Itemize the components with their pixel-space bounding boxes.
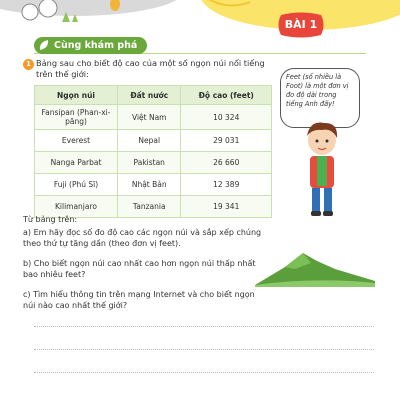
- mountain-name: Fuji (Phú Sĩ): [35, 174, 118, 196]
- country: Pakistan: [118, 152, 181, 174]
- exercise-number: 1: [23, 59, 34, 70]
- question-a: a) Em hãy đọc số đo độ cao các ngọn núi và sắp xếp chúng theo thứ tự tăng dần (theo đơn vị feet).: [23, 228, 262, 248]
- answer-lines: [34, 326, 374, 395]
- question-b: b) Cho biết ngọn núi cao nhất cao hơn ngọn núi thấp nhất bao nhiêu feet?: [23, 259, 256, 279]
- height: 29 031: [181, 130, 272, 152]
- mountain-name: Nanga Parbat: [35, 152, 118, 174]
- table-row: [35, 152, 272, 174]
- from-table-label: Từ bảng trên:: [23, 215, 78, 224]
- table-header: Đất nước: [118, 86, 181, 105]
- boy-illustration: [292, 118, 352, 218]
- country: Nepal: [118, 130, 181, 152]
- lesson-badge-label: BÀI 1: [284, 18, 318, 31]
- mountain-name: Fansipan (Phan-xi-păng): [35, 105, 118, 130]
- exercise-intro: Bảng sau cho biết độ cao của một số ngọn núi nổi tiếng trên thế giới:: [36, 58, 265, 79]
- height: 19 341: [181, 196, 272, 218]
- table-row: [35, 174, 272, 196]
- mountain-name: Kilimanjaro: [35, 196, 118, 218]
- table-header: Độ cao (feet): [181, 86, 272, 105]
- country: Việt Nam: [118, 105, 181, 130]
- question-c: c) Tìm hiểu thông tin trên mạng Internet và cho biết ngọn núi nào cao nhất thế giới?: [23, 290, 255, 310]
- leaf-icon: [38, 39, 50, 52]
- height: 26 660: [181, 152, 272, 174]
- mountain-name: Everest: [35, 130, 118, 152]
- table-row: [35, 130, 272, 152]
- table-header: Ngọn núi: [35, 86, 118, 105]
- header-illustration: [0, 0, 400, 35]
- table-row: [35, 105, 272, 130]
- height: 10 324: [181, 105, 272, 130]
- mountain-table: [34, 85, 272, 218]
- section-title: Cùng khám phá: [34, 37, 147, 54]
- mountain-illustration: [255, 247, 375, 287]
- height: 12 389: [181, 174, 272, 196]
- speech-bubble-text: Feet (số nhiều là Foot) là một đơn vị đo độ dài trong tiếng Anh đấy!: [286, 73, 349, 108]
- country: Nhật Bản: [118, 174, 181, 196]
- country: Tanzania: [118, 196, 181, 218]
